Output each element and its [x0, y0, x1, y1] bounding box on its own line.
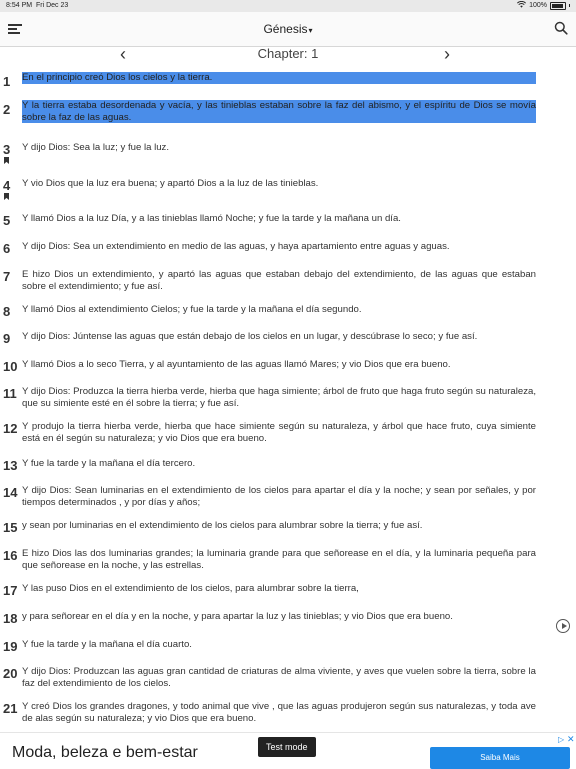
verse-number: 7 — [3, 269, 11, 284]
verse-text: Y vio Dios que la luz era buena; y apartó Dios a la luz de las tinieblas. — [22, 178, 319, 189]
bookmark-icon[interactable] — [4, 193, 9, 200]
verse-number: 9 — [3, 331, 11, 346]
verse-number: 20 — [3, 666, 18, 681]
ad-close-icon[interactable]: ✕ — [567, 734, 575, 744]
verse-text: Y produjo la tierra hierba verde, hierba que hace simiente según su naturaleza, y árbol que hace fruto, cuya simiente está en él según su naturaleza; y vio Dios que era bueno. — [22, 421, 536, 444]
caret-down-icon: ▾ — [308, 26, 313, 35]
verse-number: 17 — [3, 583, 18, 598]
wifi-icon — [517, 1, 526, 10]
verse-number: 2 — [3, 102, 11, 117]
verse-text: Y dijo Dios: Produzca la tierra hierba verde, hierba que haga simiente; árbol de fruto que haga fruto según su naturaleza, que su simiente esté en él sobre la tierra; y fue así. — [22, 386, 536, 409]
status-right — [517, 1, 570, 10]
verse-number: 6 — [3, 241, 11, 256]
status-time: 8:54 PM Fri Dec 23 — [6, 2, 69, 9]
bookmark-icon[interactable] — [4, 157, 9, 164]
verse-number: 13 — [3, 458, 18, 473]
chapter-label: Chapter: 1 — [257, 46, 319, 61]
verse-number: 15 — [3, 520, 18, 535]
ad-banner[interactable] — [0, 732, 576, 769]
verse-text: y sean por luminarias en el extendimiento de los cielos para alumbrar sobre la tierra; y fue así. — [22, 520, 423, 531]
verse-text: Y llamó Dios a la luz Día, y a las tinieblas llamó Noche; y fue la tarde y la mañana un día. — [22, 213, 401, 224]
verse-number: 8 — [3, 304, 11, 319]
verse-text: y para señorear en el día y en la noche, y para apartar la luz y las tinieblas; y vio Dios que era bueno. — [22, 611, 453, 622]
test-mode-badge: Test mode — [258, 737, 316, 757]
verse-text: Y llamó Dios a lo seco Tierra, y al ayuntamiento de las aguas llamó Mares; y vio Dios que era bueno. — [22, 359, 451, 370]
ad-cta-button[interactable]: Saiba Mais — [430, 747, 570, 769]
ad-info-icon[interactable]: ▷ — [558, 735, 565, 744]
verse-number: 14 — [3, 485, 18, 500]
verse-number: 19 — [3, 639, 18, 654]
verse-number: 10 — [3, 359, 18, 374]
verse-text: Y dijo Dios: Sea la luz; y fue la luz. — [22, 142, 170, 153]
verse-number: 21 — [3, 701, 18, 716]
verse-text: Y creó Dios los grandes dragones, y todo animal que vive , que las aguas produjeron según sus naturalezas, y toda ave de alas según su naturaleza; y vio Dios que era bueno. — [22, 701, 536, 724]
verse-text: Y fue la tarde y la mañana el día tercero. — [22, 458, 196, 469]
previous-chapter-button[interactable]: ‹ — [120, 44, 126, 64]
book-selector[interactable] — [0, 22, 576, 36]
verse-number: 4 — [3, 178, 11, 193]
verse-number: 12 — [3, 421, 18, 436]
verse-text: Y dijo Dios: Sea un extendimiento en medio de las aguas, y haya apartamiento entre aguas y aguas. — [22, 241, 450, 252]
verse-text: Y fue la tarde y la mañana el día cuarto. — [22, 639, 192, 650]
verse-number: 11 — [3, 386, 17, 401]
verse-number: 5 — [3, 213, 11, 228]
ad-headline: Moda, beleza e bem-estar — [12, 744, 198, 761]
status-bar — [0, 0, 576, 12]
search-button[interactable] — [554, 21, 568, 35]
book-title: Génesis — [263, 22, 308, 36]
verse-text: Y llamó Dios al extendimiento Cielos; y fue la tarde y la mañana el día segundo. — [22, 304, 362, 315]
battery-percent: 100% — [529, 2, 547, 9]
battery-tip — [569, 4, 570, 7]
verse-text: E hizo Dios un extendimiento, y apartó las aguas que estaban debajo del extendimiento, de las aguas que estaban sobre el extendimiento; y fue así. — [22, 269, 536, 292]
search-icon — [554, 21, 568, 35]
verse-number: 16 — [3, 548, 18, 563]
verse-text: Y la tierra estaba desordenada y vacía, y las tinieblas estaban sobre la faz del abismo, y el espíritu de Dios se movía sobre la faz de las aguas. — [22, 100, 536, 123]
verse-text: Y dijo Dios: Produzcan las aguas gran cantidad de criaturas de alma viviente, y aves que vuelen sobre la tierra, sobre la faz del extendimiento de los cielos. — [22, 666, 536, 689]
next-chapter-button[interactable]: › — [444, 44, 450, 64]
battery-icon — [550, 2, 566, 10]
verse-number: 1 — [3, 74, 11, 89]
app-header — [0, 12, 576, 47]
verse-text: Y dijo Dios: Sean luminarias en el extendimiento de los cielos para apartar el día y la noche; y sean por señales, y por tiempos determinados , y por días y años; — [22, 485, 536, 508]
verse-text: Y dijo Dios: Júntense las aguas que están debajo de los cielos en un lugar, y descúbrase lo seco; y fue así. — [22, 331, 478, 342]
play-audio-button[interactable] — [556, 619, 570, 633]
verse-number: 18 — [3, 611, 18, 626]
verse-number: 3 — [3, 142, 11, 157]
verse-text: En el principio creó Dios los cielos y la tierra. — [22, 72, 536, 84]
verse-text: Y las puso Dios en el extendimiento de los cielos, para alumbrar sobre la tierra, — [22, 583, 359, 594]
chapter-nav — [0, 46, 576, 68]
verse-text: E hizo Dios las dos luminarias grandes; la luminaria grande para que señorease en el día, y la luminaria pequeña para que señorease en la noche, y las estrellas. — [22, 548, 536, 571]
